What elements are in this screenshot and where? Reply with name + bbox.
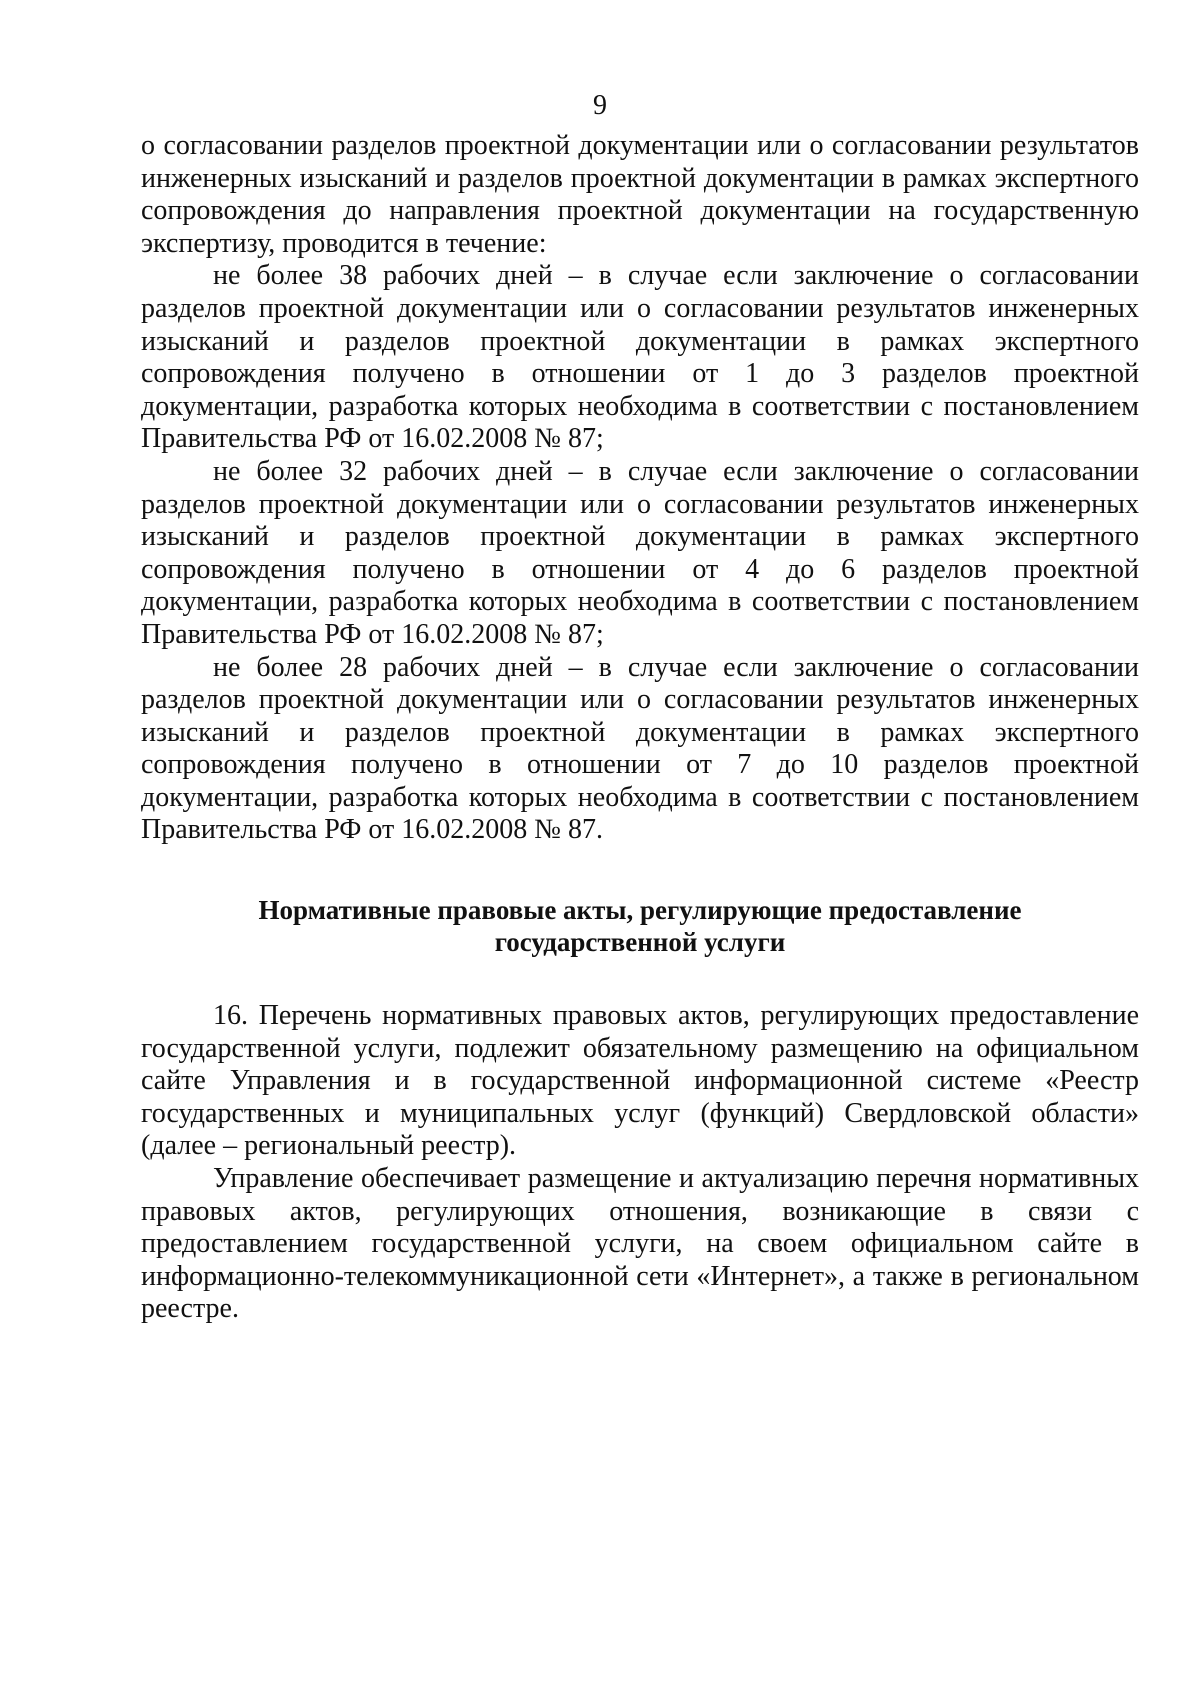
paragraph: о согласовании разделов проектной документации или о согласовании результатов инженерных изысканий и разделов проектной документации в рамках экспертного сопровождения до направления проектной документации на государственную экспертизу, проводится в течение: bbox=[141, 130, 1139, 259]
section-heading bbox=[141, 894, 1139, 958]
section-heading-line: государственной услуги bbox=[494, 927, 786, 958]
spacer bbox=[141, 958, 1139, 1000]
section-heading-line: Нормативные правовые акты, регулирующие предоставление bbox=[258, 895, 1022, 926]
paragraph: не более 32 рабочих дней – в случае если заключение о согласовании разделов проектной документации или о согласовании результатов инженерных изысканий и разделов проектной документации в рамках экспертного сопровождения получено в отношении от 4 до 6 разделов проектной документации, разработка которых необходима в соответствии с постановлением Правительства РФ от 16.02.2008 № 87; bbox=[141, 455, 1139, 650]
paragraph: не более 28 рабочих дней – в случае если заключение о согласовании разделов проектной документации или о согласовании результатов инженерных изысканий и разделов проектной документации в рамках экспертного сопровождения получено в отношении от 7 до 10 разделов проектной документации, разработка которых необходима в соответствии с постановлением Правительства РФ от 16.02.2008 № 87. bbox=[141, 651, 1139, 846]
paragraph: не более 38 рабочих дней – в случае если заключение о согласовании разделов проектной документации или о согласовании результатов инженерных изысканий и разделов проектной документации в рамках экспертного сопровождения получено в отношении от 1 до 3 разделов проектной документации, разработка которых необходима в соответствии с постановлением Правительства РФ от 16.02.2008 № 87; bbox=[141, 260, 1139, 455]
paragraph: 16. Перечень нормативных правовых актов, регулирующих предоставление государственной услуги, подлежит обязательному размещению на официальном сайте Управления и в государственной информационной системе «Реестр государственных и муниципальных услуг (функций) Свердловской области» (далее – региональный реестр). bbox=[141, 1000, 1139, 1162]
document-body bbox=[141, 130, 1139, 1326]
paragraph: Управление обеспечивает размещение и актуализацию перечня нормативных правовых актов, регулирующих отношения, возникающие в связи с предоставлением государственной услуги, на своем официальном сайте в информационно-телекоммуникационной сети «Интернет», а также в региональном реестре. bbox=[141, 1163, 1139, 1325]
page-number: 9 bbox=[593, 90, 607, 121]
